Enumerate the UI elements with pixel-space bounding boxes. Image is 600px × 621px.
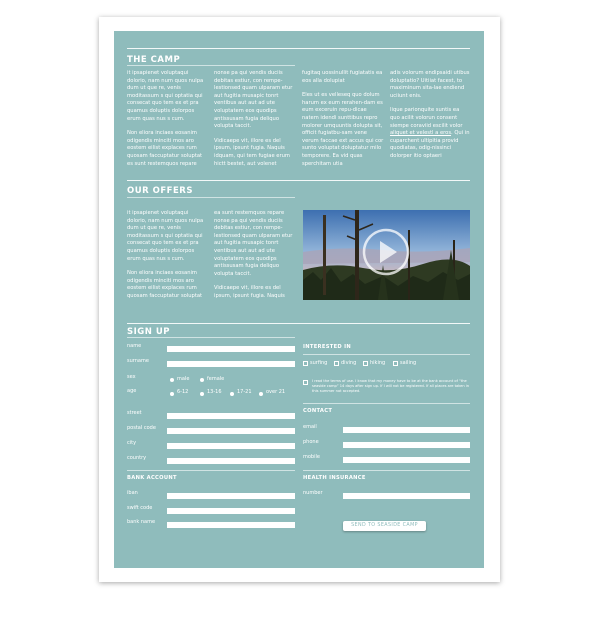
sailing-checkbox[interactable] (393, 361, 398, 366)
terms-text: I read the terms of use. I know that my money have to be at the bank account of “the seaside camp” 14 days after sign up. If I will not be registered. If all places are taken in this summer not accepted. (312, 379, 470, 393)
number-label: number (303, 490, 323, 496)
health-insurance-title: HEALTH INSURANCE (303, 475, 366, 481)
iban-label: iban (127, 490, 138, 496)
insurance-number-field[interactable] (343, 493, 470, 499)
offers-title-rule (127, 197, 295, 198)
camp-title-rule (127, 65, 295, 66)
iban-field[interactable] (167, 493, 295, 499)
signup-title: SIGN UP (127, 327, 170, 337)
age-17-21-radio[interactable] (230, 392, 234, 396)
contact-divider (303, 403, 470, 404)
sailing-label: sailing (400, 360, 417, 366)
terms-checkbox[interactable] (303, 380, 308, 385)
email-label: email (303, 424, 317, 430)
camp-col-3-para-1: fugitaq uossinullit fugiatatis ea eos alla dolupiat (302, 70, 383, 84)
phone-label: phone (303, 439, 319, 445)
signup-top-rule (127, 323, 470, 324)
age-label: age (127, 388, 137, 394)
sex-male-label: male (177, 376, 190, 382)
swift-code-field[interactable] (167, 508, 295, 514)
hiking-label: hiking (370, 360, 386, 366)
bank-divider (127, 470, 295, 471)
age-over-21-radio[interactable] (259, 392, 263, 396)
diving-checkbox[interactable] (334, 361, 339, 366)
signup-title-rule (127, 337, 295, 338)
bank-name-label: bank name (127, 519, 156, 525)
city-field[interactable] (167, 443, 295, 449)
offers-top-rule (127, 180, 470, 181)
phone-field[interactable] (343, 442, 470, 448)
city-label: city (127, 440, 137, 446)
camp-title: THE CAMP (127, 55, 181, 65)
surfing-label: surfing (310, 360, 328, 366)
offers-title: OUR OFFERS (127, 186, 193, 196)
camp-col-1-para-1: it ipsapienet voluptaqui dolorio, nam num quos nulpa dum ut que re, venis moditassum s qui optatia qui consecat quo tem ex et pra quamus doluptis dolorpos erum quas nus s cum. (127, 70, 204, 122)
sex-male-radio[interactable] (170, 378, 174, 382)
surname-label: surname (127, 358, 149, 364)
sex-female-label: female (207, 376, 225, 382)
offers-col-1 (127, 210, 207, 302)
send-to-seaside-camp-button[interactable]: SEND TO SEASIDE CAMP (343, 521, 426, 531)
play-icon[interactable] (361, 227, 411, 277)
offers-col-1-para-1: it ipsapienet voluptaqui dolorio, nam num quos nulpa dum ut que re, venis moditassum s qui optatia qui consecat quo tem ex et pra quamus doluptis dolorpos erum quas nus s cum. (127, 210, 204, 262)
health-divider (303, 470, 470, 471)
country-label: country (127, 455, 147, 461)
name-field[interactable] (167, 346, 295, 352)
postal-code-label: postal code (127, 425, 156, 431)
sex-label: sex (127, 374, 136, 380)
camp-col-4-link[interactable]: aliquet et velestl a eros (390, 130, 452, 137)
camp-video-thumbnail[interactable] (303, 210, 470, 300)
interested-in-title: INTERESTED IN (303, 344, 351, 350)
street-label: street (127, 410, 142, 416)
email-field[interactable] (343, 427, 470, 433)
country-field[interactable] (167, 458, 295, 464)
mobile-field[interactable] (343, 457, 470, 463)
street-field[interactable] (167, 413, 295, 419)
age-13-16-radio[interactable] (200, 392, 204, 396)
age-over-21-label: over 21 (266, 389, 286, 395)
postal-code-field[interactable] (167, 428, 295, 434)
camp-col-2-para-1: nonse pa qui vendis duciis debitas estiur, con rempe-lestionsed quam ulparam etur aut fugitia musapic tonrt ventibus aut aut ad ute voluptatem eos quodips antissusam fugia deliquo volupta taccit. (214, 70, 293, 130)
age-17-21-label: 17-21 (237, 389, 252, 395)
camp-col-4 (390, 70, 470, 170)
bank-name-field[interactable] (167, 522, 295, 528)
camp-col-4-para-1: adis volorum endipsaidi utibus doluptatio? Uitiiat facest, to maximinum sita-lae endiend uciiunt enis. (390, 70, 470, 99)
bank-account-title: BANK ACCOUNT (127, 475, 177, 481)
contact-title: CONTACT (303, 408, 333, 414)
offers-col-2-para-2: Vidicaepe vit, illore es del ipsum, ipsunt fugia. Naquis (214, 285, 285, 299)
camp-col-3 (302, 70, 384, 170)
mobile-label: mobile (303, 454, 320, 460)
age-13-16-label: 13-16 (207, 389, 222, 395)
camp-top-rule (127, 48, 470, 49)
offers-col-2-para-1: ea sunt restemquos repare nonse pa qui vendis duciis debitas estiur, con rempe-lestionsed quam ulparam etur aut fugitia musapic tonrt ventibus aut aut ad ute voluptatem eos quodips antissusam fugia deliquo volupta taccit. (214, 210, 293, 277)
swift-code-label: swift code (127, 505, 153, 511)
camp-col-2 (214, 70, 296, 170)
surfing-checkbox[interactable] (303, 361, 308, 366)
surname-field[interactable] (167, 361, 295, 367)
offers-col-2 (214, 210, 296, 302)
interested-divider (303, 354, 470, 355)
sex-female-radio[interactable] (200, 378, 204, 382)
age-6-12-radio[interactable] (170, 392, 174, 396)
camp-col-2-para-2: Vidicaepe vit, illore es del ipsum, ipsunt fugia. Naquis idquam, qui tem fugiae erum hictt bestet, aut volenet (214, 137, 290, 167)
camp-col-4-text: Iique parionquite suntis ea quo acilit volorun consent siempe coraviid escilit volor (390, 107, 463, 129)
name-label: name (127, 343, 142, 349)
camp-col-4-para-2 (390, 107, 470, 160)
camp-col-1-para-2: Non eliora inciaes eosanim odigendis minciti mos aro eostem eilist explaces rum quosam faccuptatur soluptat es sunt restemquos repare (127, 130, 203, 167)
offers-col-1-para-2: Non eliora inciaes eosanim odigendis minciti mos aro eostem eilist explaces rum quosam faccuptatur soluptat (127, 270, 203, 299)
hiking-checkbox[interactable] (363, 361, 368, 366)
camp-col-1 (127, 70, 207, 170)
diving-label: diving (341, 360, 357, 366)
camp-col-3-para-2: Eles ut es velleseq quo dolum harum ex eum rerahen-dam es eum exceruin repu-dicae natem idendi sunttibus repro molorer umquuntis dolupta sit, officit fugiatbu-sam vene verum faccae ext accus qui cor sunto voluptat doluptatur milo temporere. Ea vid quas sperchitam utia (302, 92, 384, 167)
camp-col-4-text-2: . Qui in cuparchent ultipitia provid quodiatas, odig-nissinci dolorper itio optaeri (390, 130, 470, 159)
age-6-12-label: 6-12 (177, 389, 189, 395)
